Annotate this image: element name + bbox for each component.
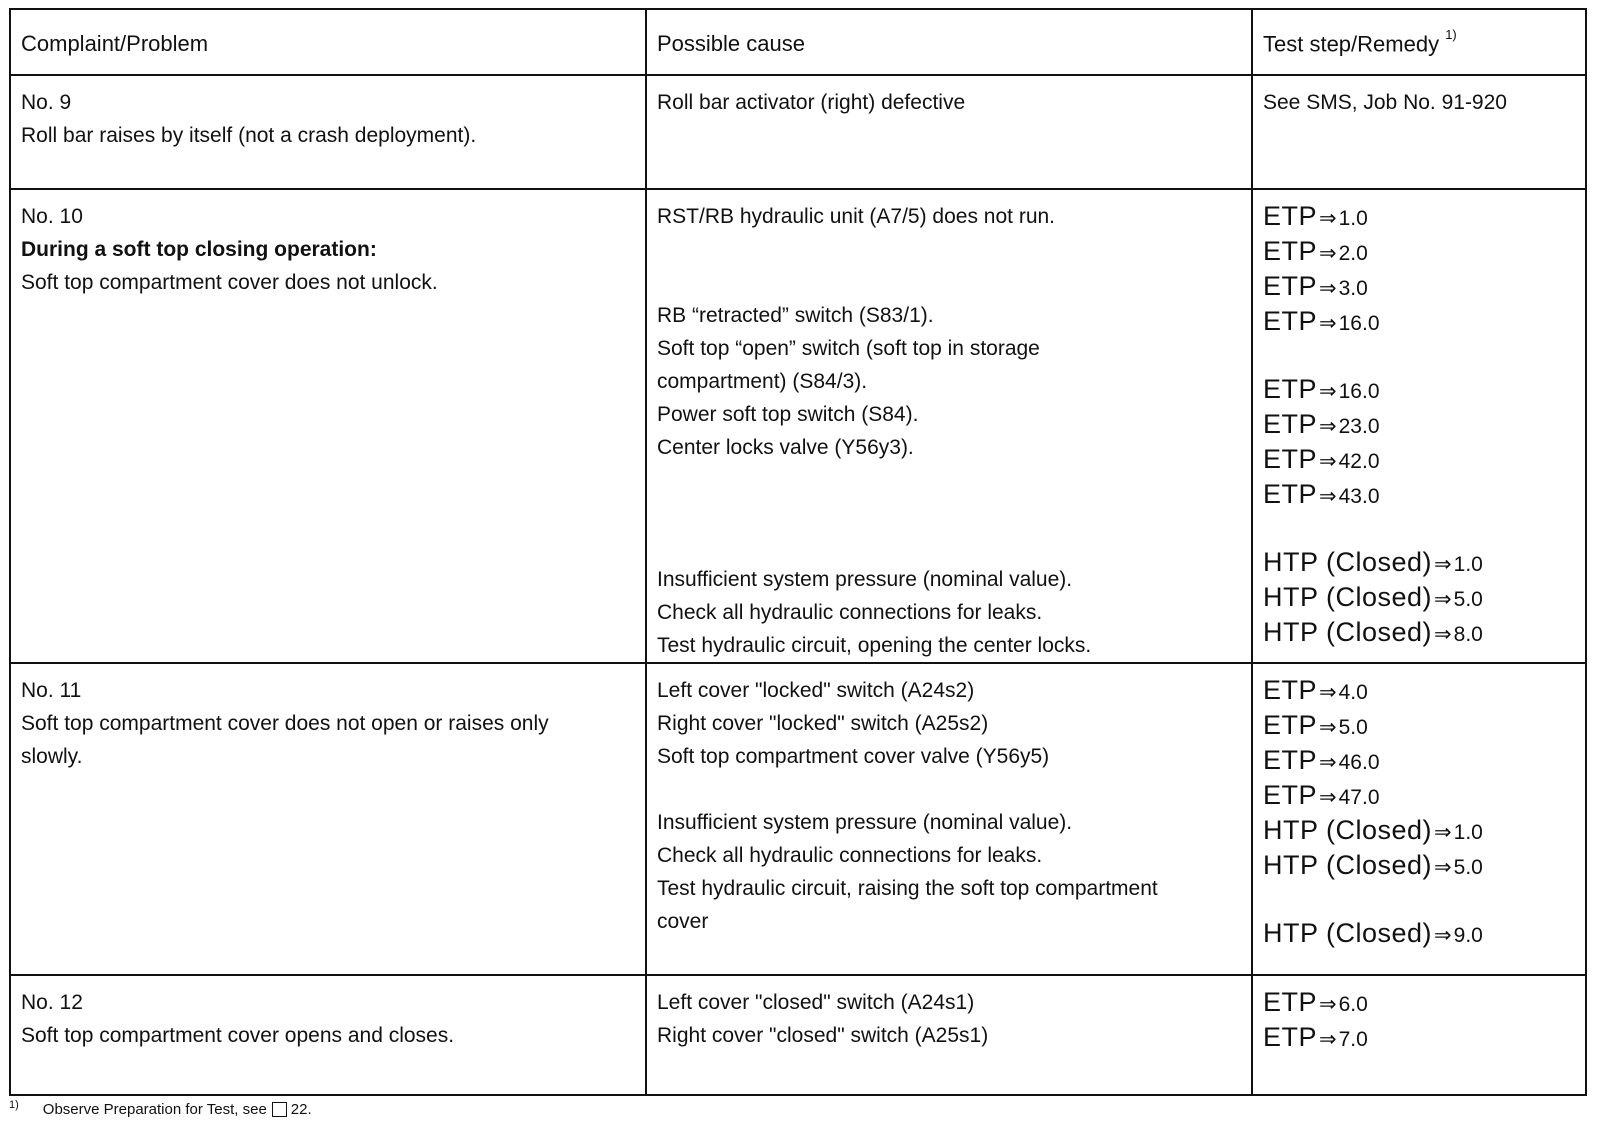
remedy-cell (1252, 189, 1586, 663)
problem-text: Soft top compartment cover opens and closes. (21, 1024, 455, 1047)
problem-condition: During a soft top closing operation: (21, 238, 377, 261)
problem-text: Soft top compartment cover does not open or raises only (21, 712, 549, 735)
cause-text: Soft top compartment cover valve (Y56y5) (657, 745, 1050, 768)
remedy-step: ETP⇒46.0 (1263, 745, 1380, 775)
remedy-text: See SMS, Job No. 91-920 (1263, 91, 1507, 114)
problem-text: Roll bar raises by itself (not a crash deployment). (21, 124, 477, 147)
remedy-cell (1252, 75, 1586, 189)
problem-number: No. 11 (21, 679, 82, 702)
cause-text: RST/RB hydraulic unit (A7/5) does not run. (657, 205, 1056, 228)
cause-text: Soft top “open” switch (soft top in storage (657, 337, 1040, 360)
troubleshooting-table (9, 8, 1587, 1096)
remedy-step: HTP (Closed)⇒9.0 (1263, 918, 1483, 948)
remedy-step: ETP⇒5.0 (1263, 710, 1368, 740)
cause-text: Left cover "locked" switch (A24s2) (657, 679, 975, 702)
remedy-step: HTP (Closed)⇒5.0 (1263, 850, 1483, 880)
cause-text: Right cover "closed" switch (A25s1) (657, 1024, 989, 1047)
footnote-page: 22. (290, 1101, 312, 1118)
cause-text: Test hydraulic circuit, raising the soft top compartment (657, 877, 1158, 900)
header-cause-label: Possible cause (657, 31, 805, 56)
table-row (10, 663, 1586, 975)
problem-number: No. 12 (21, 991, 83, 1014)
cause-text: Right cover "locked" switch (A25s2) (657, 712, 989, 735)
cause-text: Left cover "closed" switch (A24s1) (657, 991, 975, 1014)
header-remedy-label: Test step/Remedy (1263, 31, 1440, 57)
table-header-row (10, 9, 1586, 75)
remedy-step: ETP⇒6.0 (1263, 987, 1368, 1017)
problem-cell (10, 75, 646, 189)
remedy-step: ETP⇒1.0 (1263, 201, 1368, 231)
cause-cell (646, 975, 1252, 1095)
header-remedy (1252, 9, 1586, 75)
remedy-step: HTP (Closed)⇒1.0 (1263, 547, 1483, 577)
header-complaint-label: Complaint/Problem (21, 31, 209, 56)
cause-text: Check all hydraulic connections for leaks. (657, 844, 1043, 867)
remedy-step: HTP (Closed)⇒5.0 (1263, 582, 1483, 612)
cause-text: compartment) (S84/3). (657, 370, 868, 393)
problem-number: No. 10 (21, 205, 83, 228)
remedy-step: ETP⇒23.0 (1263, 409, 1380, 439)
cause-text: Test hydraulic circuit, opening the center locks. (657, 634, 1092, 657)
footnote (9, 1098, 312, 1118)
remedy-step: ETP⇒3.0 (1263, 271, 1368, 301)
remedy-step: ETP⇒43.0 (1263, 479, 1380, 509)
cause-text: Center locks valve (Y56y3). (657, 436, 914, 459)
problem-cell (10, 189, 646, 663)
cause-text: Roll bar activator (right) defective (657, 91, 966, 114)
troubleshooting-sheet (9, 8, 1591, 1096)
remedy-cell (1252, 975, 1586, 1095)
remedy-step: ETP⇒16.0 (1263, 374, 1380, 404)
table-row (10, 975, 1586, 1095)
header-complaint (10, 9, 646, 75)
remedy-step: ETP⇒2.0 (1263, 236, 1368, 266)
cause-text: Check all hydraulic connections for leaks. (657, 601, 1043, 624)
problem-text: Soft top compartment cover does not unlock. (21, 271, 438, 294)
cause-text: cover (657, 910, 709, 933)
cause-cell (646, 663, 1252, 975)
problem-text: slowly. (21, 745, 83, 768)
cause-text: RB “retracted” switch (S83/1). (657, 304, 934, 327)
remedy-cell (1252, 663, 1586, 975)
problem-cell (10, 663, 646, 975)
problem-number: No. 9 (21, 91, 72, 114)
remedy-step: ETP⇒7.0 (1263, 1022, 1368, 1052)
cause-text: Insufficient system pressure (nominal value). (657, 811, 1073, 834)
footnote-ref: 1) (1445, 26, 1457, 42)
cause-cell (646, 75, 1252, 189)
footnote-mark: 1) (9, 1098, 19, 1111)
table-row (10, 189, 1586, 663)
book-box-icon (272, 1102, 287, 1117)
remedy-step: HTP (Closed)⇒8.0 (1263, 617, 1483, 647)
remedy-step: HTP (Closed)⇒1.0 (1263, 815, 1483, 845)
remedy-step: ETP⇒16.0 (1263, 306, 1380, 336)
table-row (10, 75, 1586, 189)
remedy-step: ETP⇒4.0 (1263, 675, 1368, 705)
remedy-step: ETP⇒47.0 (1263, 780, 1380, 810)
cause-text: Power soft top switch (S84). (657, 403, 919, 426)
header-cause (646, 9, 1252, 75)
cause-cell (646, 189, 1252, 663)
problem-cell (10, 975, 646, 1095)
footnote-text: Observe Preparation for Test, see (42, 1101, 267, 1118)
remedy-step: ETP⇒42.0 (1263, 444, 1380, 474)
cause-text: Insufficient system pressure (nominal value). (657, 568, 1073, 591)
